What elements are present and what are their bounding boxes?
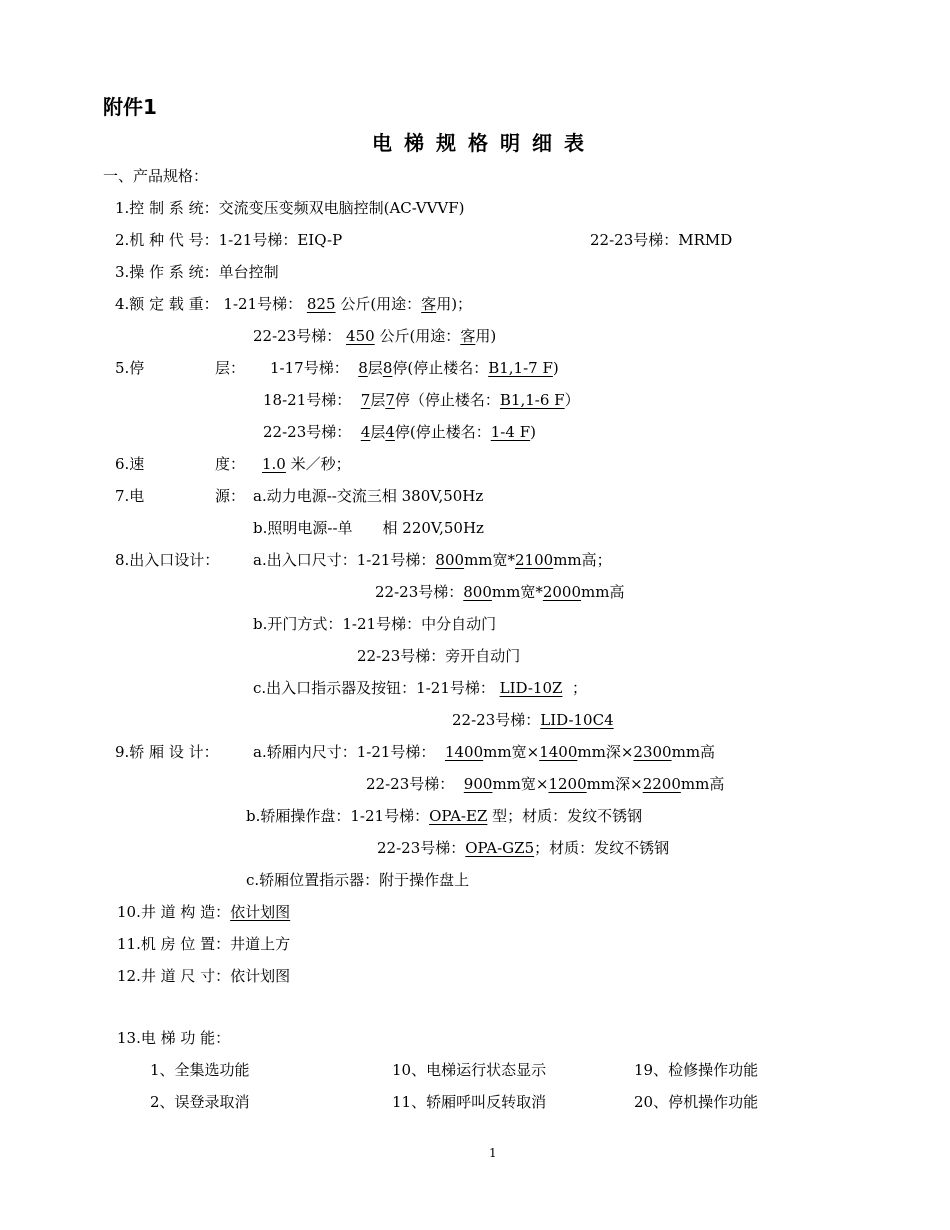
stops-suffix: ） — [564, 391, 580, 409]
indicator-model: LID-10C4 — [540, 711, 614, 729]
stops-value: 8 — [382, 359, 393, 377]
panel-material: ；材质：发纹不锈钢 — [534, 839, 670, 857]
stop-names: 1-4 F — [490, 423, 531, 441]
floors-value: 7 — [360, 391, 371, 409]
document-title: 电梯规格明细表 — [372, 131, 596, 155]
width-value: 800 — [463, 583, 492, 601]
indicator-row-2 — [452, 710, 614, 730]
spec-value: 依计划图 — [230, 903, 291, 921]
depth-unit: mm深× — [586, 775, 643, 793]
stops-suffix: ) — [552, 359, 559, 377]
depth-value: 1200 — [548, 775, 587, 793]
spec-label: 1.控 制 系 统： — [115, 199, 219, 217]
stops-row-2 — [263, 390, 580, 410]
width-value: 800 — [435, 551, 465, 569]
indicator-suffix: ； — [571, 679, 587, 697]
floors-unit: 层 — [370, 391, 386, 409]
depth-value: 1400 — [539, 743, 578, 761]
car-panel-label: 22-23号梯： — [377, 839, 466, 857]
height-value: 2100 — [515, 551, 554, 569]
indicator-label: 22-23号梯： — [452, 711, 541, 729]
spec-value: 井道上方 — [230, 935, 291, 953]
indicator-label: c.出入口指示器及按钮：1-21号梯： — [253, 679, 495, 697]
floors-value: 4 — [360, 423, 371, 441]
width-unit: mm宽× — [483, 743, 540, 761]
height-value: 2000 — [542, 583, 582, 601]
function-item: 11、轿厢呼叫反转取消 — [392, 1093, 547, 1111]
height-value: 2300 — [633, 743, 672, 761]
load-suffix: 用)； — [436, 295, 473, 313]
spec-row-hoistway-structure — [117, 902, 290, 922]
door-type-row-2: 22-23号梯：旁开自动门 — [357, 647, 521, 665]
car-position-indicator: c.轿厢位置指示器：附于操作盘上 — [246, 871, 470, 889]
height-value: 2200 — [642, 775, 681, 793]
stop-names: B1,1-7 F — [488, 359, 553, 377]
speed-row — [262, 454, 351, 474]
function-item: 1、全集选功能 — [150, 1061, 250, 1079]
load-usage: 客 — [460, 327, 476, 345]
door-type-row-1: b.开门方式：1-21号梯：中分自动门 — [253, 615, 497, 633]
stops-unit: 停（停止楼名： — [394, 391, 500, 409]
speed-value: 1.0 — [262, 455, 286, 473]
load-group-label: 22-23号梯： — [253, 327, 342, 345]
spec-label-entrance: 8.出入口设计： — [115, 551, 220, 569]
floors-value: 8 — [358, 359, 368, 377]
spec-row-operation-system — [115, 262, 279, 282]
spec-value: 1-21号梯：EIQ-P — [218, 231, 343, 249]
indicator-model: LID-10Z — [499, 679, 563, 697]
spec-row-hoistway-size — [117, 966, 290, 986]
stops-value: 7 — [385, 391, 395, 409]
spec-label-functions: 13.电 梯 功 能： — [117, 1029, 231, 1047]
stop-names: B1,1-6 F — [499, 391, 565, 409]
spec-row-rated-load-2 — [253, 326, 496, 346]
stops-suffix: ) — [530, 423, 536, 441]
function-item: 20、停机操作功能 — [634, 1093, 759, 1111]
function-item: 19、检修操作功能 — [634, 1061, 759, 1079]
stops-row-1 — [270, 358, 559, 378]
car-size-row-2 — [366, 774, 724, 794]
indicator-row-1 — [253, 678, 587, 698]
attachment-label: 附件1 — [103, 95, 157, 119]
height-unit: mm高 — [671, 743, 716, 761]
load-value: 450 — [346, 327, 375, 345]
stops-unit: 停(停止楼名： — [394, 423, 491, 441]
spec-label: 2.机 种 代 号： — [115, 231, 219, 249]
spec-label-stops: 5.停 — [115, 359, 145, 377]
spec-label: 11.机 房 位 置： — [117, 935, 231, 953]
load-suffix: 用) — [475, 327, 497, 345]
load-value: 825 — [306, 295, 336, 313]
load-group-label: 1-21号梯： — [223, 295, 303, 313]
car-panel-label: b.轿厢操作盘：1-21号梯： — [246, 807, 430, 825]
stops-row-3 — [263, 422, 536, 442]
power-row-b: b.照明电源--单 相 220V,50Hz — [253, 519, 484, 537]
power-row-a: a.动力电源--交流三相 380V,50Hz — [253, 487, 484, 505]
height-unit: mm高 — [680, 775, 725, 793]
spec-value-model-code-b: 22-23号梯：MRMD — [590, 231, 733, 249]
spec-label-car: 9.轿 厢 设 计： — [115, 743, 219, 761]
function-item: 2、误登录取消 — [150, 1093, 250, 1111]
spec-value: 单台控制 — [218, 263, 279, 281]
car-size-label: a.轿厢内尺寸：1-21号梯： — [253, 743, 436, 761]
width-unit: mm宽× — [492, 775, 549, 793]
width-unit: mm宽* — [464, 551, 516, 569]
entrance-size-label: a.出入口尺寸：1-21号梯： — [253, 551, 436, 569]
spec-label-speed-2: 度： — [215, 455, 246, 473]
stops-group-label: 22-23号梯： — [263, 423, 352, 441]
entrance-size-label: 22-23号梯： — [375, 583, 464, 601]
spec-label-stops-2: 层： — [215, 359, 246, 377]
height-unit: mm高； — [553, 551, 612, 569]
car-size-label: 22-23号梯： — [366, 775, 455, 793]
height-unit: mm高 — [581, 583, 625, 601]
spec-label: 10.井 道 构 造： — [117, 903, 231, 921]
width-value: 900 — [463, 775, 493, 793]
spec-label-power-2: 源： — [215, 487, 246, 505]
spec-row-machine-room — [117, 934, 290, 954]
spec-label: 3.操 作 系 统： — [115, 263, 219, 281]
car-panel-row-1 — [246, 806, 642, 826]
spec-label-speed: 6.速 — [115, 455, 145, 473]
spec-label: 12.井 道 尺 寸： — [117, 967, 231, 985]
spec-label: 4.额 定 载 重： — [115, 295, 219, 313]
panel-model: OPA-GZ5 — [465, 839, 535, 857]
entrance-size-row-2 — [375, 582, 624, 602]
spec-row-model-code — [115, 230, 342, 250]
section-heading: 一、产品规格： — [103, 167, 209, 185]
panel-model: OPA-EZ — [429, 807, 488, 825]
load-unit: 公斤(用途： — [379, 327, 461, 345]
depth-unit: mm深× — [577, 743, 634, 761]
spec-value: 依计划图 — [230, 967, 291, 985]
stops-group-label: 1-17号梯： — [270, 359, 349, 377]
stops-value: 4 — [385, 423, 395, 441]
spec-row-rated-load — [115, 294, 472, 314]
car-size-row-1 — [253, 742, 715, 762]
spec-label-power: 7.电 — [115, 487, 145, 505]
width-value: 1400 — [444, 743, 484, 761]
stops-group-label: 18-21号梯： — [263, 391, 352, 409]
function-item: 10、电梯运行状态显示 — [392, 1061, 547, 1079]
floors-unit: 层 — [370, 423, 386, 441]
spec-value: 交流变压变频双电脑控制(AC-VVVF) — [218, 199, 465, 217]
panel-material: 型；材质：发纹不锈钢 — [492, 807, 643, 825]
spec-row-control-system — [115, 198, 465, 218]
car-panel-row-2 — [377, 838, 669, 858]
page-number: 1 — [489, 1146, 497, 1160]
width-unit: mm宽* — [491, 583, 543, 601]
speed-unit: 米／秒； — [290, 455, 351, 473]
stops-unit: 停(停止楼名： — [392, 359, 489, 377]
load-usage: 客 — [421, 295, 437, 313]
floors-unit: 层 — [367, 359, 383, 377]
entrance-size-row-1 — [253, 550, 612, 570]
load-unit: 公斤(用途： — [340, 295, 422, 313]
